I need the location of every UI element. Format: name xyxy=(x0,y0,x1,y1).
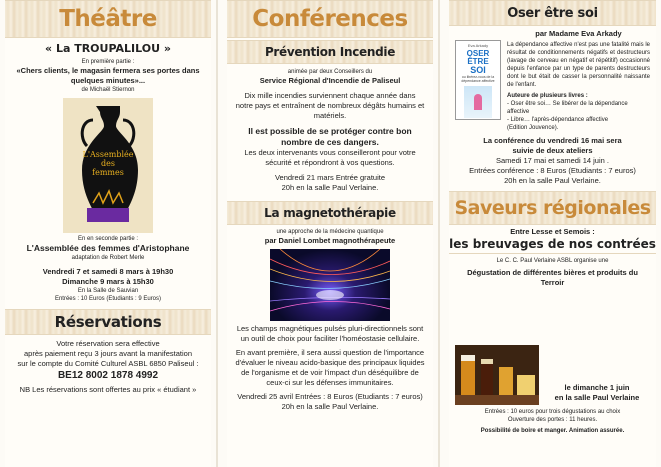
prevention-date: Vendredi 21 mars Entrée gratuite xyxy=(274,173,386,182)
light-rays-icon xyxy=(270,249,390,321)
ateliers-dates: Samedi 17 mai et samedi 14 juin . xyxy=(496,156,609,165)
res-note: NB Les réservations sont offertes au prix « étudiant » xyxy=(19,385,197,394)
prevention-venue: 20h en la salle Paul Verlaine. xyxy=(281,183,379,192)
magnetic-field-image xyxy=(270,249,390,321)
theatre-header xyxy=(5,0,211,38)
vase-text-3: femmes xyxy=(92,168,124,177)
prevention-org: Service Régional d'Incendie de Paliseul xyxy=(259,76,401,85)
saveurs-footer xyxy=(449,408,656,435)
saveurs-venue: en la salle Paul Verlaine xyxy=(554,393,640,402)
part1-author: de Michaël Stiernon xyxy=(81,87,135,93)
prevention-p1: Dix mille incendies surviennent chaque année dans notre pays et entraînent de nombreux dégâts humains et matériels. xyxy=(235,91,425,120)
oser-venue: 20h en la salle Paul Verlaine. xyxy=(504,176,601,185)
magneto-p1: Les champs magnétiques pulsés pluri-directionnels sont un outil de choix pour faciliter l'homéostasie cellulaire. xyxy=(236,324,424,343)
saveurs-sub-b: les breuvages de nos contrées xyxy=(449,237,656,254)
magneto-body xyxy=(227,228,433,246)
book-2: - Libre… l'après-dépendance affective xyxy=(507,117,609,123)
magneto-sub: une approche de la médecine quantique xyxy=(276,229,384,235)
magneto-header xyxy=(227,201,433,225)
res-line-2: après paiement reçu 3 jours avant la manifestation xyxy=(23,349,192,358)
magneto-by: par Daniel Lombet magnothérapeute xyxy=(264,236,396,245)
prevention-title: Prévention Incendie xyxy=(264,45,396,59)
conferences-title: Conférences xyxy=(252,6,408,32)
magneto-text xyxy=(227,324,433,412)
theatre-title: Théâtre xyxy=(59,6,157,32)
vase-lettering xyxy=(75,150,141,177)
saveurs-footer-note: Possibilité de boire et manger. Animation assurée. xyxy=(480,428,625,434)
reservations-title: Réservations xyxy=(54,313,162,331)
prevention-by: animée par deux Conseillers du xyxy=(287,69,373,75)
saveurs-opening: Ouverture des portes : 11 heures. xyxy=(507,417,598,423)
oser-prices: Entrées conférence : 8 Euros (Etudiants : 7 euros) xyxy=(469,166,636,175)
play-section xyxy=(5,42,211,94)
prevention-p3: Les deux intervenants vous conseilleront pour votre sécurité et répondront à vos questions. xyxy=(244,148,416,167)
divider-1 xyxy=(216,0,218,467)
vase-image xyxy=(63,98,153,233)
book-title-1: OSER ÊTRE xyxy=(466,49,490,66)
play-title: « La TROUPALILOU » xyxy=(45,42,171,55)
saveurs-title: Saveurs régionales xyxy=(454,197,651,219)
reservations-body xyxy=(5,339,211,395)
part2-title: L'Assemblée des femmes d'Aristophane xyxy=(26,243,190,253)
prevention-p2: Il est possible de se protéger contre bon nombre de ces dangers. xyxy=(248,126,412,147)
part2-section xyxy=(5,235,211,303)
oser-header xyxy=(449,0,656,26)
part2-adaptation: adaptation de Robert Merle xyxy=(71,255,145,261)
saveurs-entries: Entrées : 10 euros pour trois dégustations au choix xyxy=(484,409,621,415)
theatre-date-1: Vendredi 7 et samedi 8 mars à 19h30 xyxy=(42,267,174,276)
prevention-header xyxy=(227,40,433,64)
divider-2 xyxy=(438,0,440,467)
beer-glasses-icon xyxy=(455,345,539,405)
oser-by: par Madame Eva Arkady xyxy=(535,29,622,38)
conf-line: La conférence du vendredi 16 mai sera xyxy=(483,136,622,145)
theatre-date-2: Dimanche 9 mars à 15h30 xyxy=(62,277,154,286)
saveurs-day: le dimanche 1 juin xyxy=(564,383,630,392)
res-account: BE12 8002 1878 4992 xyxy=(57,370,159,381)
drinks-image xyxy=(455,345,539,405)
magneto-date: Vendredi 25 avril Entrées : 8 Euros (Etudiants : 7 euros) xyxy=(237,392,423,401)
saveurs-org: Le C. C. Paul Verlaine ASBL organise une xyxy=(496,258,609,264)
book-title-2: SOI xyxy=(470,65,486,75)
theatre-venue: En la Salle de Sauvian xyxy=(77,288,139,294)
reservations-header xyxy=(5,309,211,335)
oser-schedule xyxy=(449,136,656,186)
saveurs-sub: Entre Lesse et Semois : xyxy=(510,227,595,236)
conferences-header xyxy=(227,0,433,38)
book-cover xyxy=(455,40,501,120)
magneto-p2: En avant première, il sera aussi question de l'importance d'évaluer le niveau acido-basique des principaux liquides de l'organisme et de voir l'impact d'un déséquilibre de ceux-ci sur les défenses immunitaires. xyxy=(235,348,425,387)
vase-text-1: L'Assemblée xyxy=(82,150,134,159)
magneto-title: La magnetothérapie xyxy=(264,206,396,220)
prevention-body xyxy=(227,68,433,193)
vase-text-2: des xyxy=(101,159,115,168)
events-column xyxy=(449,0,656,467)
part1-label: En première partie : xyxy=(81,59,135,65)
oser-p1: La dépendance affective n'est pas une fatalité mais le résultat de conditionnements négatifs et destructeurs (lavage de cerveau en négatif et répétitif) occasionné depuis l'enfance par un type de parents destructeurs dont le but était de casser la personnalité naissante de l'enfant. xyxy=(507,42,650,88)
part2-label: En en seconde partie : xyxy=(77,236,139,242)
magneto-venue: 20h en la salle Paul Verlaine. xyxy=(281,402,379,411)
res-line-1: Votre réservation sera effective xyxy=(56,339,160,348)
part1-title: «Chers clients, le magasin fermera ses portes dans quelques minutes»... xyxy=(16,66,200,85)
book-sub: ou libérez-vous de la dépendance affective xyxy=(461,75,495,83)
figure-icon xyxy=(474,94,482,110)
books-label: Auteure de plusieurs livres : xyxy=(507,93,588,99)
conf-line-2: suivie de deux ateliers xyxy=(512,146,593,155)
conferences-column xyxy=(227,0,433,467)
theatre-prices: Entrées : 10 Euros (Etudiants : 9 Euros) xyxy=(54,296,162,302)
saveurs-subheader xyxy=(449,227,656,288)
saveurs-degust: Dégustation de différentes bières et produits du Terroir xyxy=(467,268,638,287)
res-line-3: sur le compte du Comité Culturel ASBL 6850 Paliseul : xyxy=(17,359,199,368)
book-illustration xyxy=(464,86,492,118)
book-author: Eva Arkady xyxy=(467,43,489,48)
saveurs-header xyxy=(449,191,656,225)
book-1: - Oser être soi… Se libérer de la dépendance affective xyxy=(507,101,628,115)
theatre-column xyxy=(5,0,211,467)
oser-title: Oser être soi xyxy=(507,5,598,21)
book-3: (Edition Jouvence). xyxy=(507,125,559,131)
saveurs-date xyxy=(543,383,651,403)
